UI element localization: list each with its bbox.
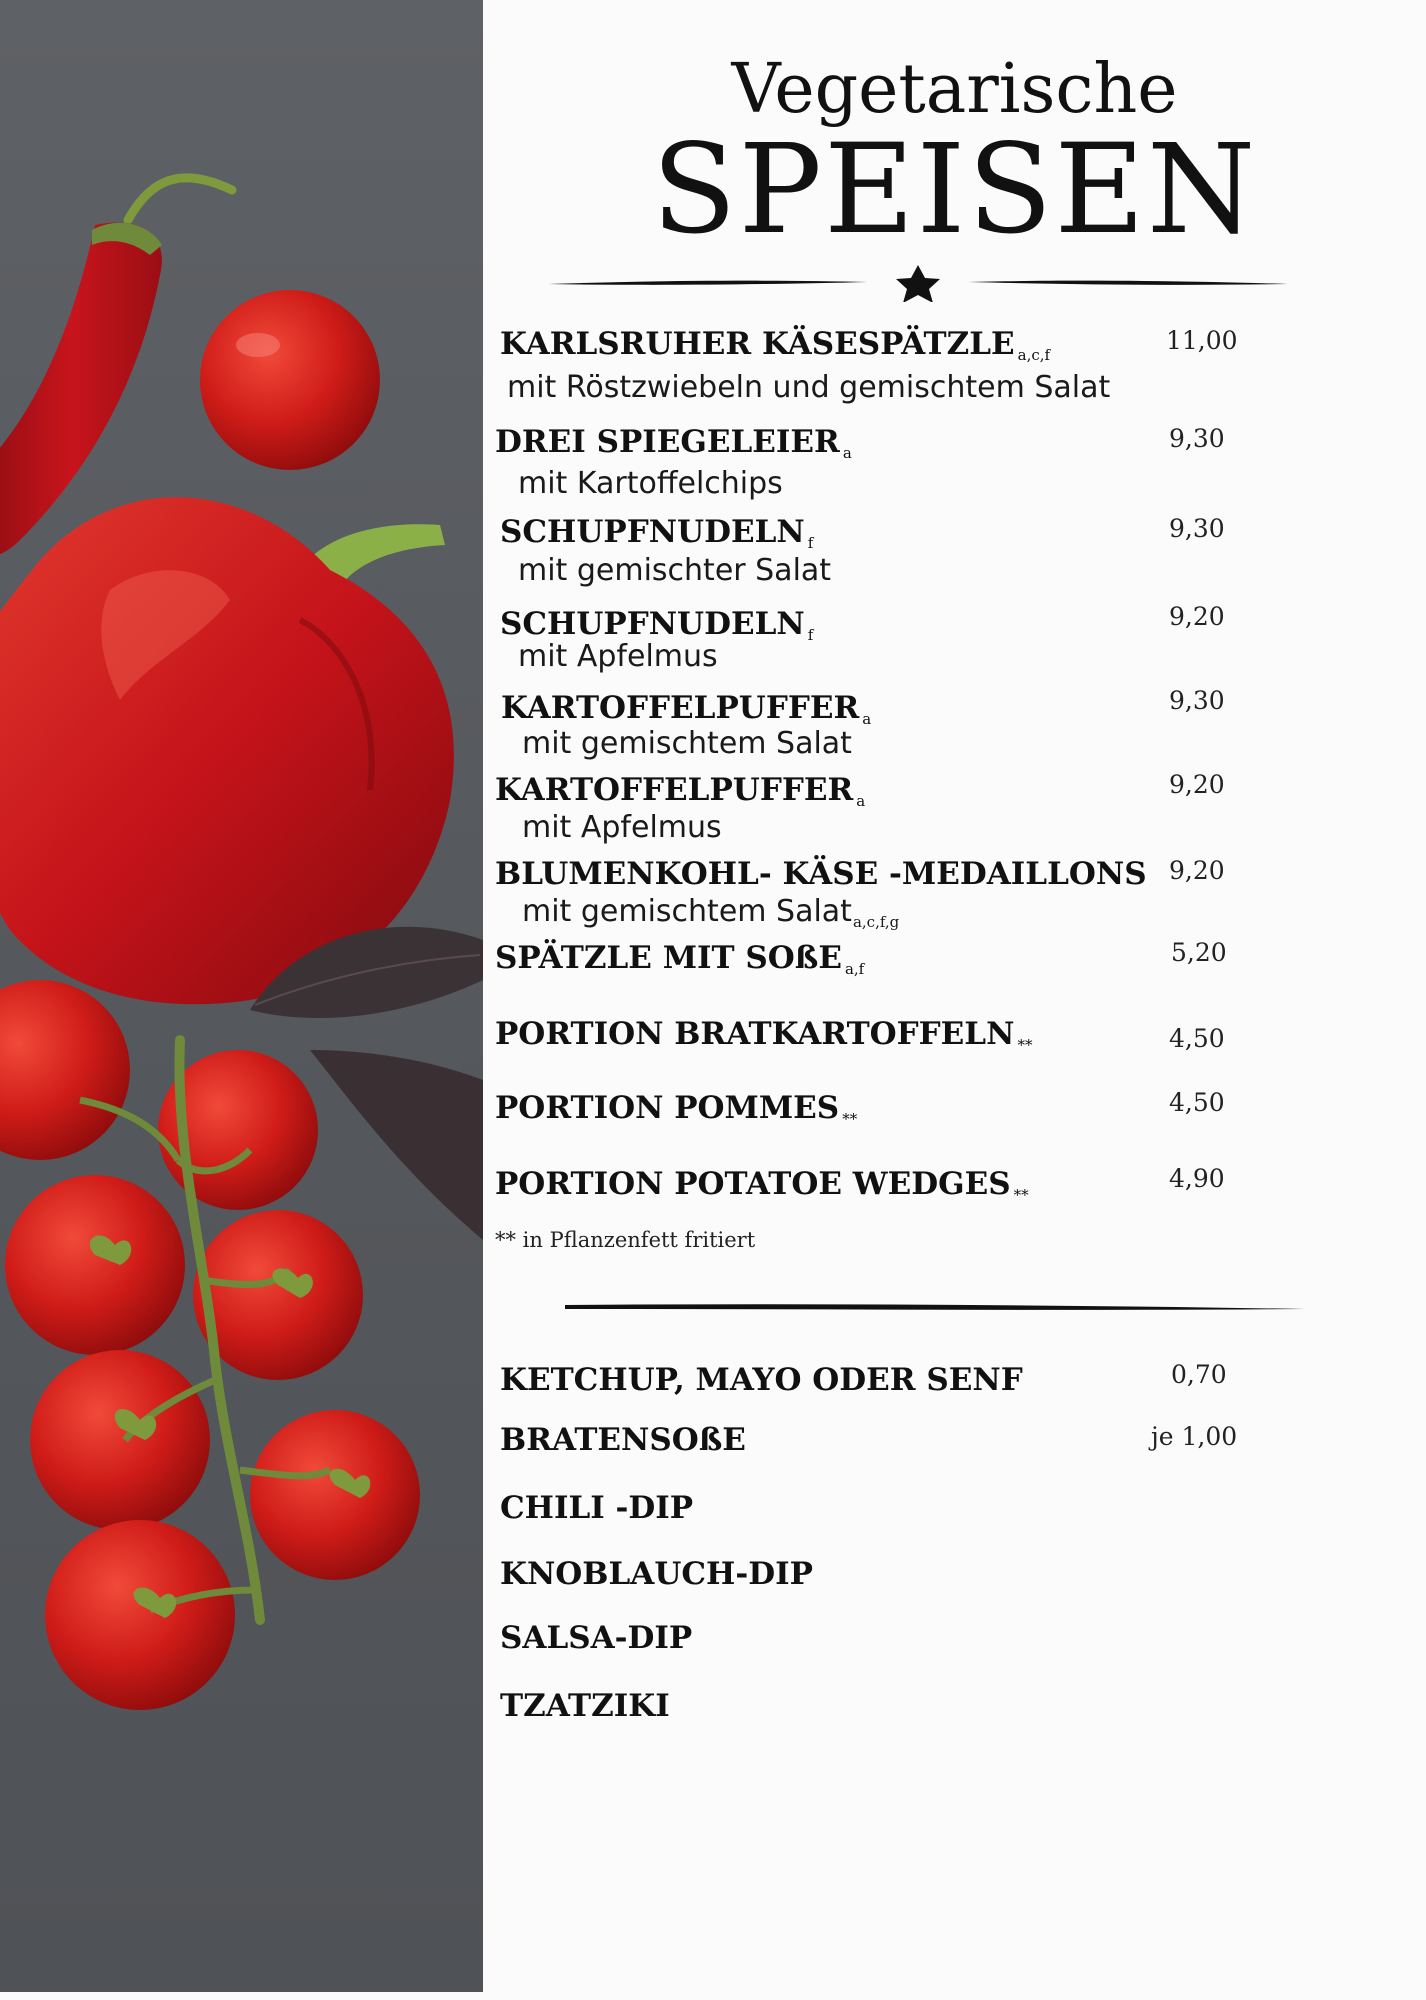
menu-item-price: 9,30 (1169, 424, 1225, 453)
menu-item-price: 5,20 (1171, 938, 1227, 967)
menu-item-name: SPÄTZLE MIT SOßE $_{a,f}$ (495, 940, 865, 978)
menu-item-name: DREI SPIEGELEIER $_a$ (495, 424, 852, 462)
menu-item-name: SCHUPFNUDELN $_f$ (500, 514, 814, 552)
menu-item-price: 11,00 (1166, 326, 1238, 355)
footnote: ** in Pflanzenfett fritiert (495, 1228, 756, 1252)
menu-item-description: mit Apfelmus (522, 810, 722, 845)
menu-item-price: 9,20 (1169, 602, 1225, 631)
star-divider (548, 262, 1288, 302)
menu-item-description: mit Röstzwiebeln und gemischtem Salat (507, 370, 1111, 405)
menu-item-name: BLUMENKOHL- KÄSE -MEDAILLONS (495, 856, 1147, 892)
extra-item-name: SALSA-DIP (500, 1620, 693, 1656)
menu-item-name: PORTION POMMES $_{**}$ (495, 1090, 858, 1128)
menu-item-name: PORTION POTATOE WEDGES $_{**}$ (495, 1166, 1029, 1204)
menu-item-description: mit Kartoffelchips (518, 466, 783, 501)
menu-item-name: KARTOFFELPUFFER $_a$ (495, 772, 866, 810)
menu-item-price: 4,50 (1169, 1024, 1225, 1053)
menu-item-price: 4,50 (1169, 1088, 1225, 1117)
menu-item-description: mit Apfelmus (518, 639, 718, 674)
menu-item-description: mit gemischtem Salat$_{a,c,f,g}$ (522, 894, 900, 931)
menu-title-vegetarische: Vegetarische (731, 50, 1178, 129)
extra-item-name: CHILI -DIP (500, 1490, 694, 1526)
menu-item-name: PORTION BRATKARTOFFELN $_{**}$ (495, 1016, 1033, 1054)
menu-item-name: KARTOFFELPUFFER $_a$ (501, 690, 872, 728)
menu-panel (483, 0, 1426, 2000)
menu-item-price: 9,30 (1169, 514, 1225, 543)
extra-item-name: BRATENSOßE (500, 1422, 746, 1458)
extra-item-name: KETCHUP, MAYO ODER SENF (500, 1362, 1023, 1398)
menu-item-name: KARLSRUHER KÄSESPÄTZLE $_{a,c,f}$ (500, 326, 1051, 364)
menu-item-price: 4,90 (1169, 1164, 1225, 1193)
extra-item-name: KNOBLAUCH-DIP (500, 1556, 813, 1592)
menu-title-speisen: SPEISEN (651, 118, 1258, 262)
extra-item-price: je 1,00 (1151, 1422, 1238, 1451)
vegetable-photo (0, 0, 483, 1992)
menu-item-name: SCHUPFNUDELN $_f$ (500, 606, 814, 644)
menu-item-price: 9,20 (1169, 770, 1225, 799)
menu-item-description: mit gemischtem Salat (522, 726, 852, 761)
extra-item-price: 0,70 (1171, 1360, 1227, 1389)
star-icon (896, 265, 940, 302)
extra-item-name: TZATZIKI (500, 1688, 670, 1724)
tomato-image (200, 290, 380, 470)
section-divider (565, 1300, 1305, 1314)
menu-item-price: 9,30 (1169, 686, 1225, 715)
menu-item-price: 9,20 (1169, 856, 1225, 885)
menu-item-description: mit gemischter Salat (518, 553, 832, 588)
